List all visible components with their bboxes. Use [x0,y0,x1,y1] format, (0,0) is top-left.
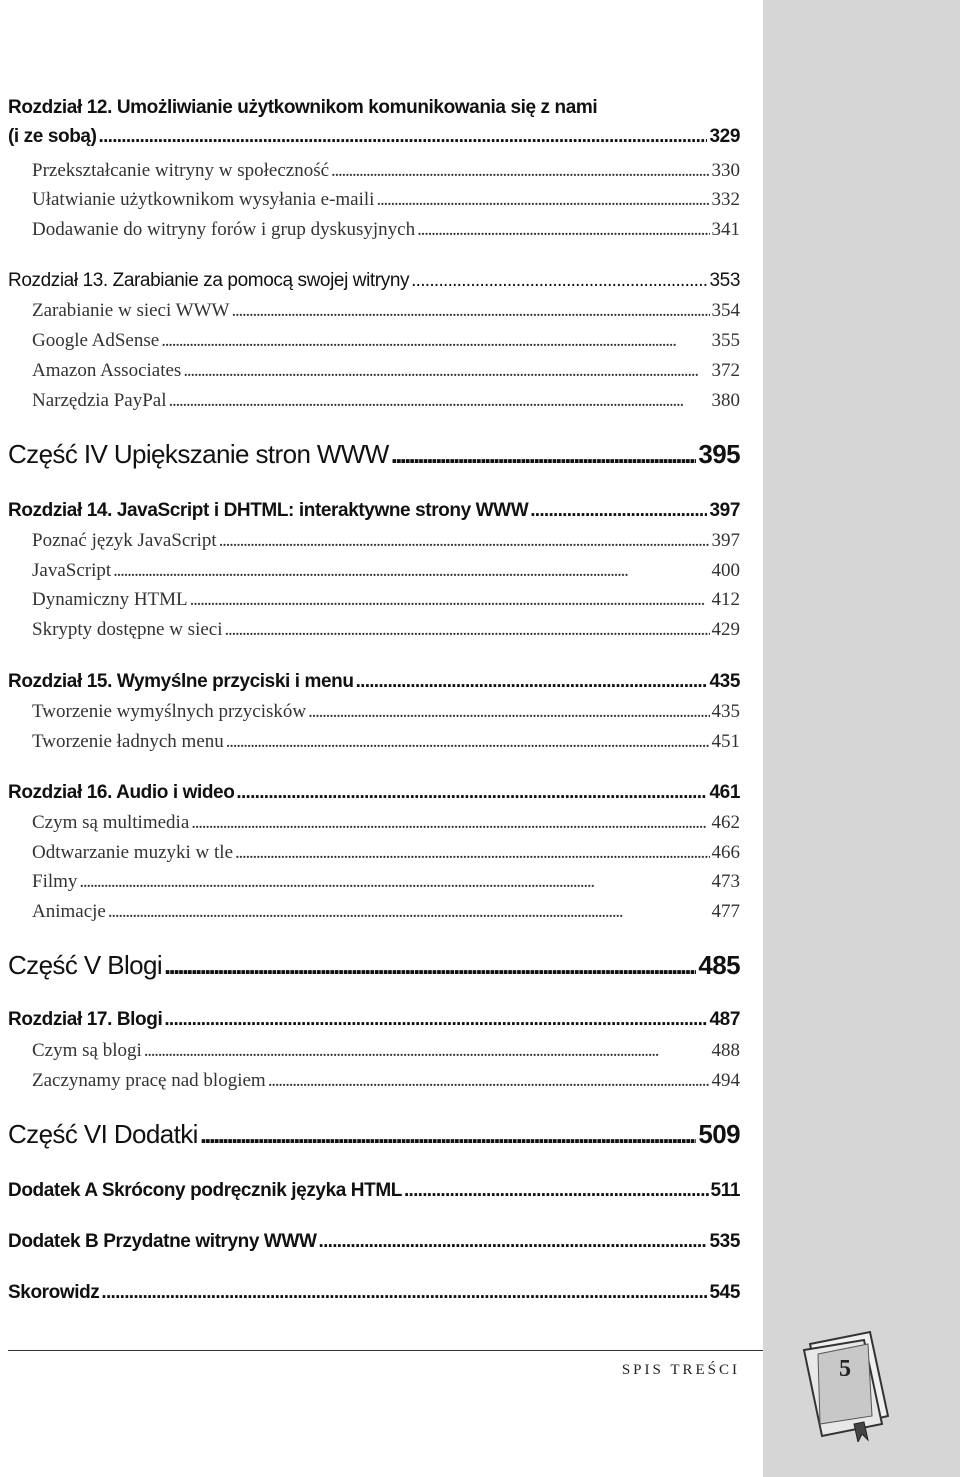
entry-page: 487 [709,1009,740,1030]
dot-leader [191,812,709,834]
entry-page: 397 [711,530,740,551]
entry-page: 330 [711,160,740,181]
chapter-12-title: Rozdział 12. Umożliwianie użytkownikom komunikowania się z nami [8,97,598,118]
dot-leader [144,1040,710,1062]
entry-title: (i ze sobą) [8,126,97,147]
entry-page: 372 [711,360,740,381]
dot-leader [231,300,709,322]
toc-entry-section[interactable] [32,812,740,834]
dot-leader [113,560,709,582]
toc-entry-section[interactable] [32,1070,740,1092]
entry-title: Poznać język JavaScript [32,530,217,551]
toc-entry-appendix-a[interactable] [8,1180,740,1202]
entry-page: 435 [709,671,740,692]
toc-entry-chapter-15[interactable] [8,671,740,693]
entry-page: 473 [711,871,740,892]
toc-entry-section[interactable] [32,901,740,923]
entry-title: Dodawanie do witryny forów i grup dyskusyjnych [32,219,416,240]
entry-page: 400 [711,560,740,581]
toc-entry-section[interactable] [32,330,740,352]
entry-title: Animacje [32,901,106,922]
entry-title: JavaScript [32,560,112,581]
toc-entry-section[interactable] [32,560,740,582]
dot-leader [190,589,710,611]
toc-entry-part-5[interactable] [8,951,740,981]
entry-page: 494 [711,1070,740,1091]
toc-entry-chapter-16[interactable] [8,782,740,804]
entry-title: Dodatek B Przydatne witryny WWW [8,1231,317,1252]
dot-leader [376,189,709,211]
toc-entry-section[interactable] [32,219,740,241]
toc-entry-section[interactable] [32,701,740,723]
entry-page: 466 [711,842,740,863]
toc-entry-section[interactable] [32,360,740,382]
entry-title: Dynamiczny HTML [32,589,188,610]
entry-title: Tworzenie wymyślnych przycisków [32,701,307,722]
entry-page: 412 [711,589,740,610]
entry-title: Przekształcanie witryny w społeczność [32,160,330,181]
dot-leader [404,1180,709,1202]
entry-page: 355 [711,330,740,351]
dot-leader [225,619,710,641]
entry-page: 462 [711,812,740,833]
entry-page: 535 [709,1231,740,1252]
dot-leader [79,871,709,893]
entry-page: 485 [698,950,740,980]
entry-page: 353 [709,270,740,291]
dot-leader [200,1120,697,1150]
entry-title: Część V Blogi [8,950,163,980]
toc-entry-section[interactable] [32,300,740,322]
entry-page: 435 [711,701,740,722]
entry-page: 509 [698,1119,740,1149]
toc-entry-section[interactable] [32,619,740,641]
entry-page: 354 [711,300,740,321]
entry-title: Część IV Upiększanie stron WWW [8,439,389,469]
entry-page: 429 [711,619,740,640]
entry-page: 511 [710,1180,740,1201]
dot-leader [417,219,709,241]
toc-entry-chapter-14[interactable] [8,500,740,522]
toc-entry-section[interactable] [32,530,740,552]
entry-title: Rozdział 17. Blogi [8,1009,163,1030]
entry-title: Ułatwianie użytkownikom wysyłania e-maili [32,189,375,210]
toc-entry-section[interactable] [32,1040,740,1062]
toc-entry-part-6[interactable] [8,1120,740,1150]
entry-title: Odtwarzanie muzyki w tle [32,842,234,863]
dot-leader [319,1231,708,1253]
dot-leader [235,842,709,864]
dot-leader [161,330,709,352]
entry-title: Czym są blogi [32,1040,142,1061]
dot-leader [99,126,708,148]
dot-leader [236,782,707,804]
toc-entry-part-4[interactable] [8,440,740,470]
dot-leader [268,1070,710,1092]
entry-title: Google AdSense [32,330,160,351]
dot-leader [308,701,709,723]
entry-page: 329 [709,126,740,147]
entry-title: Narzędzia PayPal [32,390,167,411]
toc-entry-section[interactable] [32,390,740,412]
running-footer-label: SPIS TREŚCI [621,1362,740,1378]
dot-leader [391,440,697,470]
entry-title: Część VI Dodatki [8,1119,198,1149]
entry-title: Rozdział 13. Zarabianie za pomocą swojej witryny [8,270,410,291]
toc-entry-chapter-17[interactable] [8,1009,740,1031]
toc-entry-chapter-12[interactable] [8,126,740,148]
entry-page: 380 [711,390,740,411]
entry-page: 545 [709,1282,740,1303]
entry-page: 397 [709,500,740,521]
entry-page: 488 [711,1040,740,1061]
dot-leader [169,390,710,412]
dot-leader [164,1009,707,1031]
entry-title: Dodatek A Skrócony podręcznik języka HTML [8,1180,402,1201]
entry-page: 477 [711,901,740,922]
dot-leader [356,671,708,693]
entry-title: Zarabianie w sieci WWW [32,300,230,321]
footer-rule [8,1350,763,1351]
dot-leader [331,160,709,182]
entry-title: Filmy [32,871,78,892]
book-icon [798,1330,893,1442]
entry-title: Amazon Associates [32,360,182,381]
page-margin-band [763,0,960,1477]
toc-entry-section[interactable] [32,589,740,611]
entry-title: Zaczynamy pracę nad blogiem [32,1070,266,1091]
toc-entry-section[interactable] [32,160,740,182]
dot-leader [108,901,710,923]
dot-leader [183,360,709,382]
toc-entry-section[interactable] [32,871,740,893]
entry-page: 341 [711,219,740,240]
dot-leader [411,270,707,292]
entry-title: Czym są multimedia [32,812,190,833]
entry-title: Rozdział 16. Audio i wideo [8,782,235,803]
page-number: 5 [839,1356,851,1382]
dot-leader [530,500,707,522]
entry-page: 461 [709,782,740,803]
dot-leader [219,530,710,552]
dot-leader [164,951,696,981]
toc-entry-chapter-13[interactable] [8,270,740,292]
dot-leader [101,1282,707,1304]
entry-page: 451 [711,731,740,752]
toc-entry-section[interactable] [32,189,740,211]
entry-title: Tworzenie ładnych menu [32,731,224,752]
entry-title: Skrypty dostępne w sieci [32,619,223,640]
toc-entry-section[interactable] [32,842,740,864]
entry-title: Rozdział 15. Wymyślne przyciski i menu [8,671,354,692]
toc-entry-appendix-b[interactable] [8,1231,740,1253]
dot-leader [226,731,710,753]
entry-title: Skorowidz [8,1282,100,1303]
toc-entry-index[interactable] [8,1282,740,1304]
entry-page: 332 [711,189,740,210]
entry-page: 395 [698,439,740,469]
entry-title: Rozdział 14. JavaScript i DHTML: interaktywne strony WWW [8,500,529,521]
toc-entry-section[interactable] [32,731,740,753]
